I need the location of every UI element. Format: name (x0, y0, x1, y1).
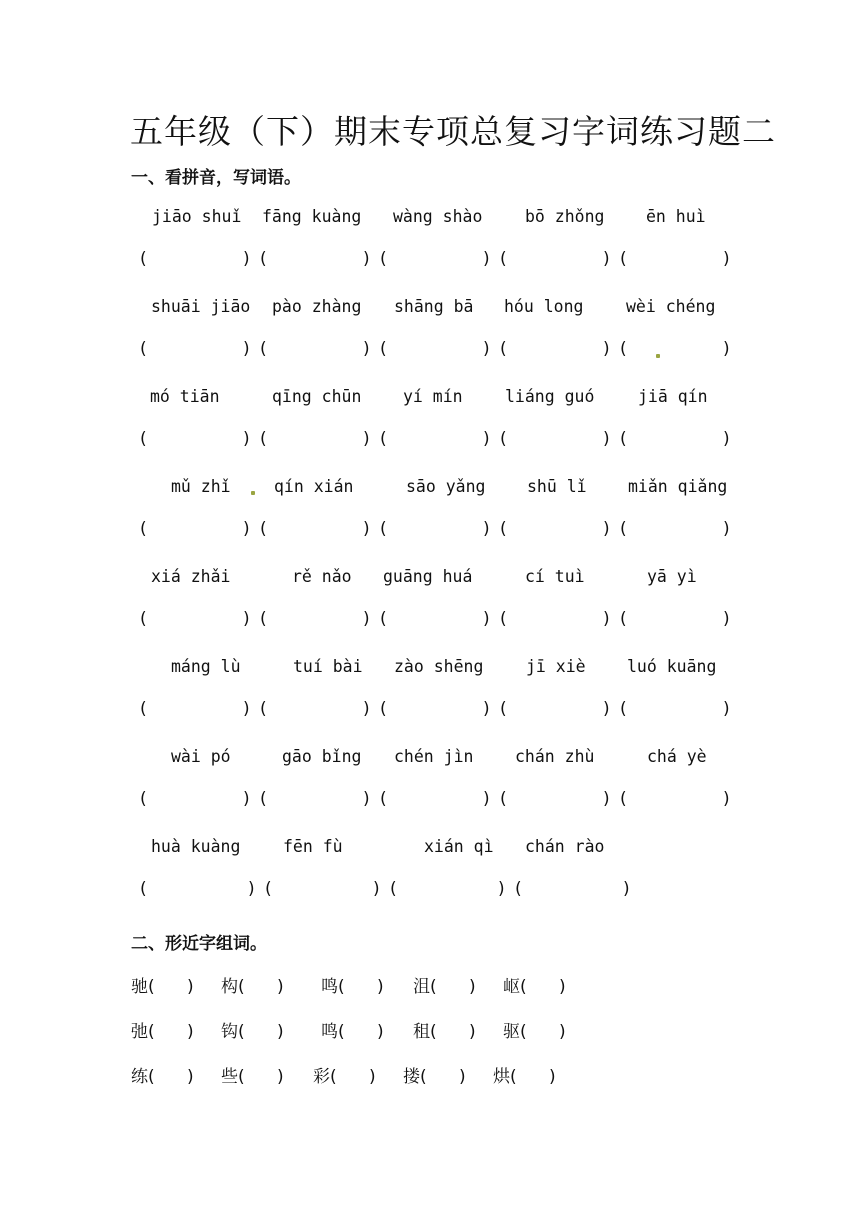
pinyin-prompt: liáng guó (505, 387, 595, 406)
answer-box-close: ) (243, 519, 250, 539)
answer-box-open: ( (620, 339, 627, 359)
pinyin-prompt: chán zhù (515, 747, 595, 766)
answer-box-open: ( (380, 609, 387, 629)
character-prompt: 彩( ) (313, 1067, 376, 1087)
answer-box-close: ) (483, 609, 490, 629)
pinyin-prompt: shuāi jiāo (151, 297, 251, 316)
answer-box-open: ( (260, 339, 267, 359)
answer-box-open: ( (140, 429, 147, 449)
pinyin-prompt: qín xián (274, 477, 354, 496)
pinyin-prompt: guāng huá (383, 567, 473, 586)
answer-box-close: ) (603, 249, 610, 269)
pinyin-prompt: wàng shào (393, 207, 483, 226)
answer-box-close: ) (603, 609, 610, 629)
answer-box-close: ) (723, 249, 730, 269)
pinyin-prompt: xián qì (424, 837, 494, 856)
answer-box-close: ) (243, 699, 250, 719)
answer-box-close: ) (603, 339, 610, 359)
character-prompt: 鸣( ) (321, 1022, 384, 1042)
answer-box-open: ( (500, 699, 507, 719)
answer-box-open: ( (260, 789, 267, 809)
pinyin-prompt: cí tuì (525, 567, 585, 586)
answer-box-open: ( (260, 429, 267, 449)
answer-box-open: ( (620, 609, 627, 629)
pinyin-prompt: zào shēng (394, 657, 484, 676)
pinyin-prompt: yā yì (647, 567, 697, 586)
answer-box-open: ( (260, 519, 267, 539)
answer-box-close: ) (603, 519, 610, 539)
answer-box-open: ( (500, 609, 507, 629)
pinyin-prompt: máng lù (171, 657, 241, 676)
answer-box-close: ) (483, 789, 490, 809)
pinyin-prompt: jī xiè (526, 657, 586, 676)
answer-box-close: ) (603, 699, 610, 719)
answer-box-close: ) (373, 879, 380, 899)
character-prompt: 构( ) (221, 977, 284, 997)
answer-box-open: ( (380, 519, 387, 539)
stray-mark (656, 354, 660, 358)
answer-box-open: ( (515, 879, 522, 899)
answer-box-open: ( (260, 609, 267, 629)
answer-box-close: ) (603, 429, 610, 449)
answer-box-close: ) (363, 339, 370, 359)
answer-box-close: ) (723, 339, 730, 359)
pinyin-prompt: jiā qín (638, 387, 708, 406)
character-prompt: 些( ) (221, 1067, 284, 1087)
answer-box-close: ) (363, 249, 370, 269)
answer-box-close: ) (623, 879, 630, 899)
answer-box-open: ( (390, 879, 397, 899)
pinyin-prompt: wài pó (171, 747, 231, 766)
answer-box-close: ) (363, 429, 370, 449)
answer-box-close: ) (483, 339, 490, 359)
pinyin-prompt: hóu long (504, 297, 584, 316)
answer-box-close: ) (723, 699, 730, 719)
character-prompt: 岖( ) (503, 977, 566, 997)
stray-mark (251, 491, 255, 495)
page-title: 五年级（下）期末专项总复习字词练习题二 (130, 112, 776, 151)
pinyin-prompt: bō zhǒng (525, 207, 605, 226)
answer-box-close: ) (243, 249, 250, 269)
answer-box-close: ) (483, 699, 490, 719)
pinyin-prompt: wèi chéng (626, 297, 716, 316)
answer-box-open: ( (500, 249, 507, 269)
answer-box-open: ( (380, 429, 387, 449)
pinyin-prompt: xiá zhǎi (151, 567, 231, 586)
answer-box-close: ) (723, 519, 730, 539)
answer-box-open: ( (140, 699, 147, 719)
section-1-heading: 一、看拼音，写词语。 (131, 168, 301, 188)
pinyin-prompt: shū lǐ (527, 477, 587, 496)
answer-box-open: ( (260, 249, 267, 269)
answer-box-close: ) (723, 429, 730, 449)
answer-box-open: ( (620, 429, 627, 449)
answer-box-close: ) (723, 609, 730, 629)
character-prompt: 搂( ) (403, 1067, 466, 1087)
pinyin-prompt: mǔ zhǐ (171, 477, 231, 496)
pinyin-prompt: luó kuāng (627, 657, 717, 676)
pinyin-prompt: chá yè (647, 747, 707, 766)
character-prompt: 弛( ) (131, 1022, 194, 1042)
answer-box-close: ) (243, 339, 250, 359)
answer-box-close: ) (363, 609, 370, 629)
answer-box-open: ( (140, 609, 147, 629)
answer-box-open: ( (140, 879, 147, 899)
answer-box-close: ) (723, 789, 730, 809)
pinyin-prompt: huà kuàng (151, 837, 241, 856)
answer-box-open: ( (260, 699, 267, 719)
answer-box-close: ) (363, 699, 370, 719)
pinyin-prompt: miǎn qiǎng (628, 477, 728, 496)
answer-box-open: ( (620, 699, 627, 719)
character-prompt: 驱( ) (503, 1022, 566, 1042)
answer-box-close: ) (363, 789, 370, 809)
answer-box-open: ( (265, 879, 272, 899)
pinyin-prompt: yí mín (403, 387, 463, 406)
pinyin-prompt: rě nǎo (292, 567, 352, 586)
answer-box-close: ) (498, 879, 505, 899)
answer-box-open: ( (380, 699, 387, 719)
character-prompt: 驰( ) (131, 977, 194, 997)
answer-box-open: ( (500, 339, 507, 359)
answer-box-open: ( (620, 789, 627, 809)
pinyin-prompt: ēn huì (646, 207, 706, 226)
pinyin-prompt: mó tiān (150, 387, 220, 406)
answer-box-open: ( (500, 429, 507, 449)
pinyin-prompt: qīng chūn (272, 387, 362, 406)
answer-box-open: ( (380, 249, 387, 269)
answer-box-close: ) (603, 789, 610, 809)
character-prompt: 钩( ) (221, 1022, 284, 1042)
answer-box-open: ( (620, 249, 627, 269)
pinyin-prompt: fēn fù (283, 837, 343, 856)
pinyin-prompt: pào zhàng (272, 297, 362, 316)
answer-box-open: ( (140, 519, 147, 539)
answer-box-close: ) (243, 609, 250, 629)
answer-box-open: ( (140, 249, 147, 269)
pinyin-prompt: chén jìn (394, 747, 474, 766)
answer-box-close: ) (483, 429, 490, 449)
answer-box-open: ( (500, 789, 507, 809)
answer-box-open: ( (500, 519, 507, 539)
pinyin-prompt: fāng kuàng (262, 207, 362, 226)
character-prompt: 沮( ) (413, 977, 476, 997)
answer-box-open: ( (380, 789, 387, 809)
character-prompt: 租( ) (413, 1022, 476, 1042)
answer-box-close: ) (243, 429, 250, 449)
answer-box-close: ) (243, 789, 250, 809)
character-prompt: 烘( ) (493, 1067, 556, 1087)
answer-box-close: ) (363, 519, 370, 539)
answer-box-close: ) (483, 249, 490, 269)
answer-box-open: ( (380, 339, 387, 359)
pinyin-prompt: gāo bǐng (282, 747, 362, 766)
pinyin-prompt: tuí bài (293, 657, 363, 676)
section-2-heading: 二、形近字组词。 (131, 934, 267, 954)
answer-box-close: ) (483, 519, 490, 539)
pinyin-prompt: shāng bā (394, 297, 474, 316)
character-prompt: 鸣( ) (321, 977, 384, 997)
answer-box-open: ( (620, 519, 627, 539)
answer-box-open: ( (140, 339, 147, 359)
pinyin-prompt: jiāo shuǐ (152, 207, 242, 226)
pinyin-prompt: sāo yǎng (406, 477, 486, 496)
pinyin-prompt: chán rào (525, 837, 605, 856)
answer-box-open: ( (140, 789, 147, 809)
answer-box-close: ) (248, 879, 255, 899)
character-prompt: 练( ) (131, 1067, 194, 1087)
